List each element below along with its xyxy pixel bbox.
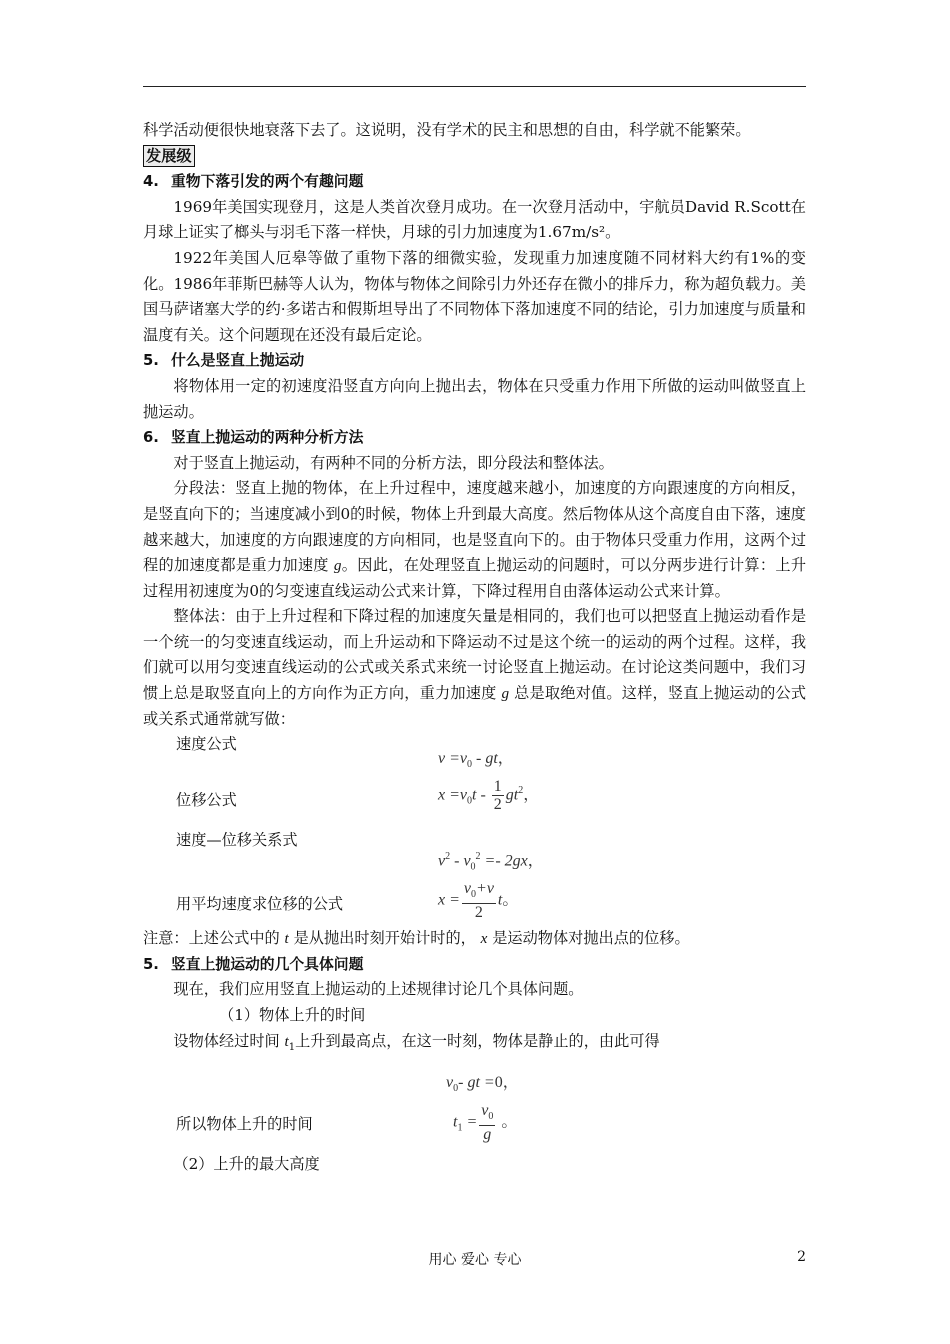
formula-label: 用平均速度求位移的公式 <box>176 895 344 914</box>
section-heading: 5. 什么是竖直上抛运动 <box>143 352 305 370</box>
section-heading: 4. 重物下落引发的两个有趣问题 <box>143 173 364 191</box>
continuation-paragraph: 科学活动便很快地衰落下去了。这说明，没有学术的民主和思想的自由，科学就不能繁荣。 <box>143 121 751 139</box>
paragraph: 将物体用一定的初速度沿竖直方向向上抛出去，物体在只受重力作用下所做的运动叫做竖直上抛运动。 <box>143 376 806 421</box>
formula-velocity <box>143 732 806 782</box>
formula-rise-time <box>143 1104 806 1148</box>
paragraph: 1922年美国人厄皋等做了重物下落的细微实验，发现重力加速度随不同材料大约有1%的变化。1986年菲斯巴赫等人认为，物体与物体之间除引力外还存在微小的排斥力，称为超负载力。美国马萨诸塞大学的约·多诺古和假斯坦导出了不同物体下落加速度不同的结论，引力加速度与质量和温度有关。这个问题现在还没有最后定论。 <box>143 248 806 344</box>
formula-displacement <box>143 778 806 826</box>
footer-motto: 用心 爱心 专心 <box>428 1252 522 1268</box>
paragraph-segment-method: 分段法：竖直上抛的物体，在上升过程中，速度越来越小，加速度的方向跟速度的方向相反，是竖直向下的；当速度减小到0的时候，物体上升到最大高度。然后物体从这个高度自由下落，速度越来越大，加速度的方向跟速度的方向相同，也是竖直向下的。由于物体只受重力作用，这两个过程的加速度都是重力加速度 g。因此，在处理竖直上抛运动的问题时，可以分两步进行计算：上升过程用初速度为0的匀变速直线运动公式来计算，下降过程用自由落体运动公式来计算。 <box>143 479 807 600</box>
subheading: （2）上升的最大高度 <box>173 1155 320 1174</box>
paragraph: 1969年美国实现登月，这是人类首次登月成功。在一次登月活动中，宇航员David R.Scott在月球上证实了榔头与羽毛下落一样快，月球的引力加速度为1.67m/s²。 <box>143 197 806 242</box>
section-heading: 6. 竖直上抛运动的两种分析方法 <box>143 429 364 447</box>
paragraph: 对于竖直上抛运动，有两种不同的分析方法，即分段法和整体法。 <box>173 453 614 472</box>
formula-label: 所以物体上升的时间 <box>176 1115 313 1134</box>
paragraph: 现在，我们应用竖直上抛运动的上述规律讨论几个具体问题。 <box>173 980 584 999</box>
formula-label: 速度公式 <box>176 735 237 754</box>
page-content <box>143 118 806 1178</box>
subheading: （1）物体上升的时间 <box>219 1006 366 1025</box>
page-number: 2 <box>797 1249 806 1265</box>
formula-expression: $v_0-$ gt =0， <box>446 1074 519 1095</box>
level-badge: 发展级 <box>143 145 195 167</box>
formula-label: 位移公式 <box>176 791 237 810</box>
note-paragraph: 注意：上述公式中的 t 是从抛出时刻开始计时的， x 是运动物体对抛出点的位移。 <box>143 929 690 948</box>
formula-label: 速度—位移关系式 <box>176 831 298 850</box>
formula-expression: x = $\frac{v_0+v}{2}$ t。 <box>438 880 519 922</box>
formula-rise-condition <box>143 1060 806 1104</box>
formula-expression: $t_1$ = $\frac{v_0}{g}$ 。 <box>453 1102 518 1144</box>
formula-velocity-displacement <box>143 826 806 882</box>
header-rule <box>143 86 806 87</box>
formula-expression: $v^2 - v_0^2 =- 2gx$， <box>438 851 544 873</box>
section-heading: 5. 竖直上抛运动的几个具体问题 <box>143 955 364 973</box>
formula-expression: $x =v_0t$ - $\frac{1}{2}$ $gt^2$， <box>438 778 540 814</box>
formula-average-velocity <box>143 882 806 926</box>
paragraph-whole-method: 整体法：由于上升过程和下降过程的加速度矢量是相同的，我们也可以把竖直上抛运动看作是一个统一的匀变速直线运动，而上升运动和下降运动不过是这个统一的运动的两个过程。这样，我们就可以用匀变速直线运动的公式或关系式来统一讨论竖直上抛运动。在讨论这类问题中，我们习惯上总是取竖直向上的方向作为正方向，重力加速度 g 总是取绝对值。这样，竖直上抛运动的公式或关系式通常就写做： <box>143 607 807 728</box>
paragraph: 设物体经过时间 $t_1$上升到最高点，在这一时刻，物体是静止的，由此可得 <box>173 1031 660 1053</box>
formula-expression: $v =v_0$ - gt， <box>438 750 514 771</box>
